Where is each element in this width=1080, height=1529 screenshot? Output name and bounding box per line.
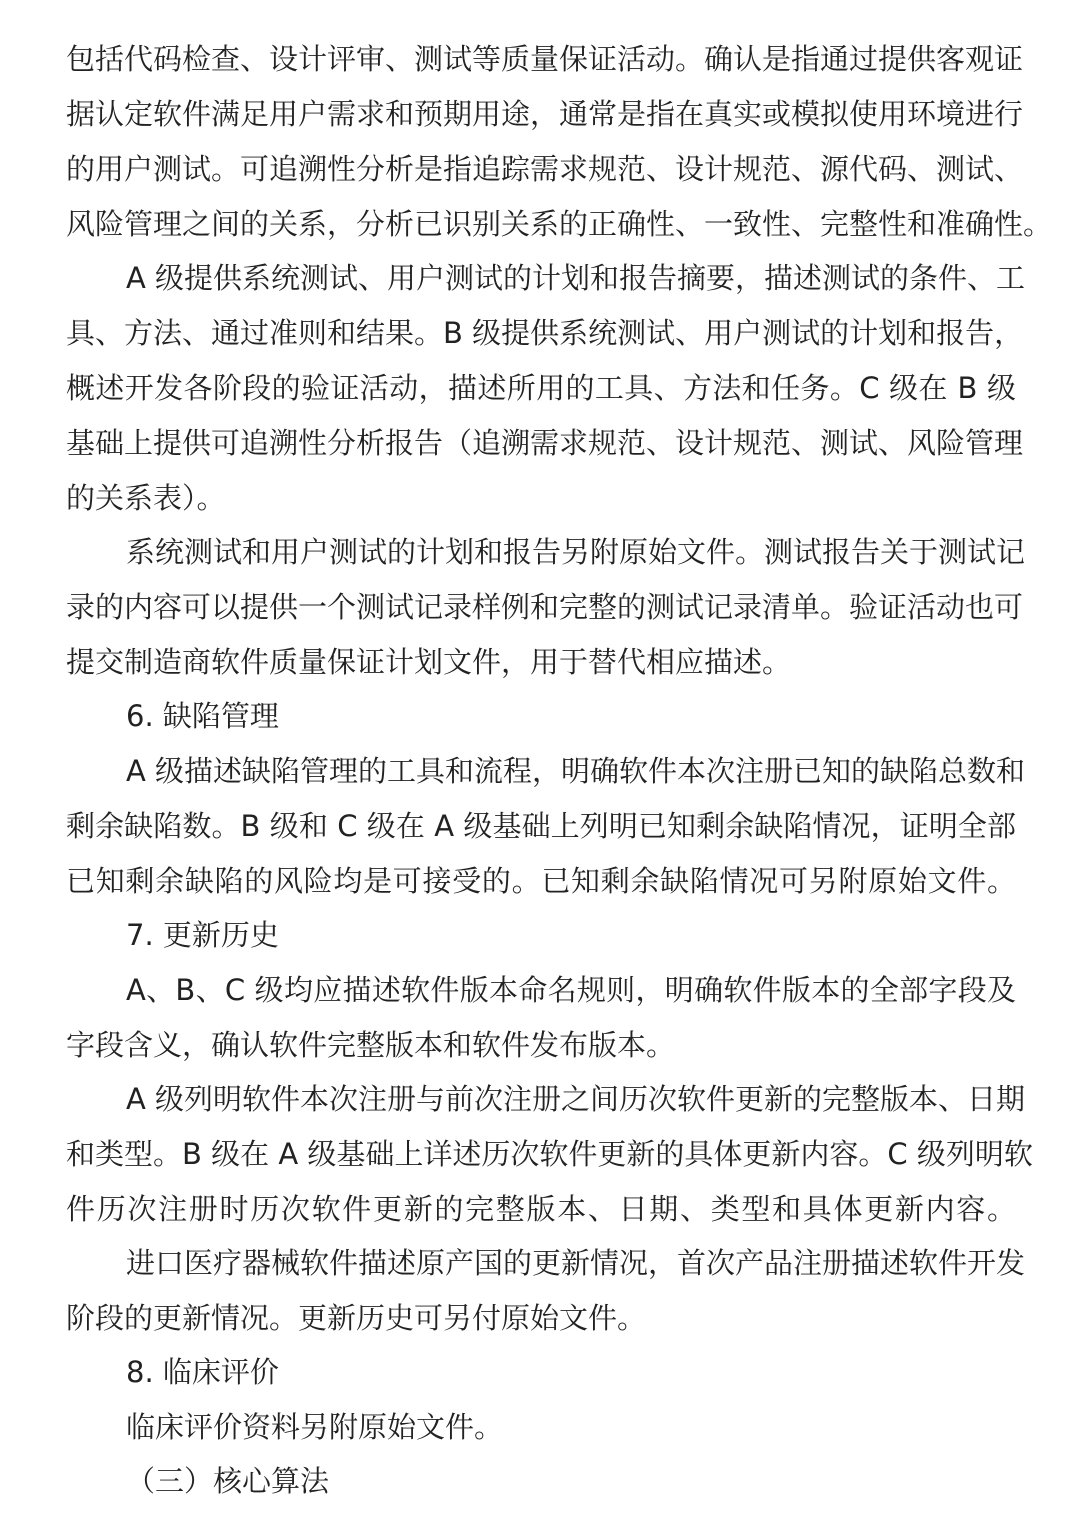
paragraph-line: 阶段的更新情况。更新历史可另付原始文件。	[66, 1301, 647, 1335]
section-heading: 6. 缺陷管理	[126, 699, 279, 733]
paragraph-line: 基础上提供可追溯性分析报告（追溯需求规范、设计规范、测试、风险管理	[66, 426, 1024, 460]
paragraph-line: 字段含义，确认软件完整版本和软件发布版本。	[66, 1028, 676, 1062]
section-heading: 7. 更新历史	[126, 918, 279, 952]
paragraph-line: A、B、C 级均应描述软件版本命名规则，明确软件版本的全部字段及	[126, 973, 1016, 1007]
paragraph-line: 和类型。B 级在 A 级基础上详述历次软件更新的具体更新内容。C 级列明软	[66, 1137, 1033, 1171]
paragraph-line: 据认定软件满足用户需求和预期用途，通常是指在真实或模拟使用环境进行	[66, 97, 1024, 131]
section-heading: 8. 临床评价	[126, 1355, 279, 1389]
paragraph-line: 风险管理之间的关系，分析已识别关系的正确性、一致性、完整性和准确性。	[66, 207, 1053, 241]
paragraph-line: 系统测试和用户测试的计划和报告另附原始文件。测试报告关于测试记	[126, 535, 1026, 569]
paragraph-line: 录的内容可以提供一个测试记录样例和完整的测试记录清单。验证活动也可	[66, 590, 1024, 624]
paragraph-line: 进口医疗器械软件描述原产国的更新情况，首次产品注册描述软件开发	[126, 1246, 1026, 1280]
paragraph-line: 概述开发各阶段的验证活动，描述所用的工具、方法和任务。C 级在 B 级	[66, 371, 1016, 405]
paragraph-line: A 级描述缺陷管理的工具和流程，明确软件本次注册已知的缺陷总数和	[126, 754, 1026, 788]
paragraph-line: 的关系表）。	[66, 481, 226, 515]
paragraph-line: 临床评价资料另附原始文件。	[126, 1410, 504, 1444]
paragraph-line: 剩余缺陷数。B 级和 C 级在 A 级基础上列明已知剩余缺陷情况，证明全部	[66, 809, 1016, 843]
paragraph-line: 具、方法、通过准则和结果。B 级提供系统测试、用户测试的计划和报告，	[66, 316, 1024, 350]
paragraph-line: 提交制造商软件质量保证计划文件，用于替代相应描述。	[66, 645, 792, 679]
paragraph-line: A 级提供系统测试、用户测试的计划和报告摘要，描述测试的条件、工	[126, 261, 1026, 295]
paragraph-line: 的用户测试。可追溯性分析是指追踪需求规范、设计规范、源代码、测试、	[66, 152, 1024, 186]
paragraph-line: A 级列明软件本次注册与前次注册之间历次软件更新的完整版本、日期	[126, 1082, 1026, 1116]
section-heading: （三）核心算法	[126, 1464, 330, 1498]
paragraph-line: 已知剩余缺陷的风险均是可接受的。已知剩余缺陷情况可另附原始文件。	[66, 864, 1016, 898]
paragraph-line: 包括代码检查、设计评审、测试等质量保证活动。确认是指通过提供客观证	[66, 42, 1024, 76]
paragraph-line: 件历次注册时历次软件更新的完整版本、日期、类型和具体更新内容。	[66, 1192, 1016, 1226]
